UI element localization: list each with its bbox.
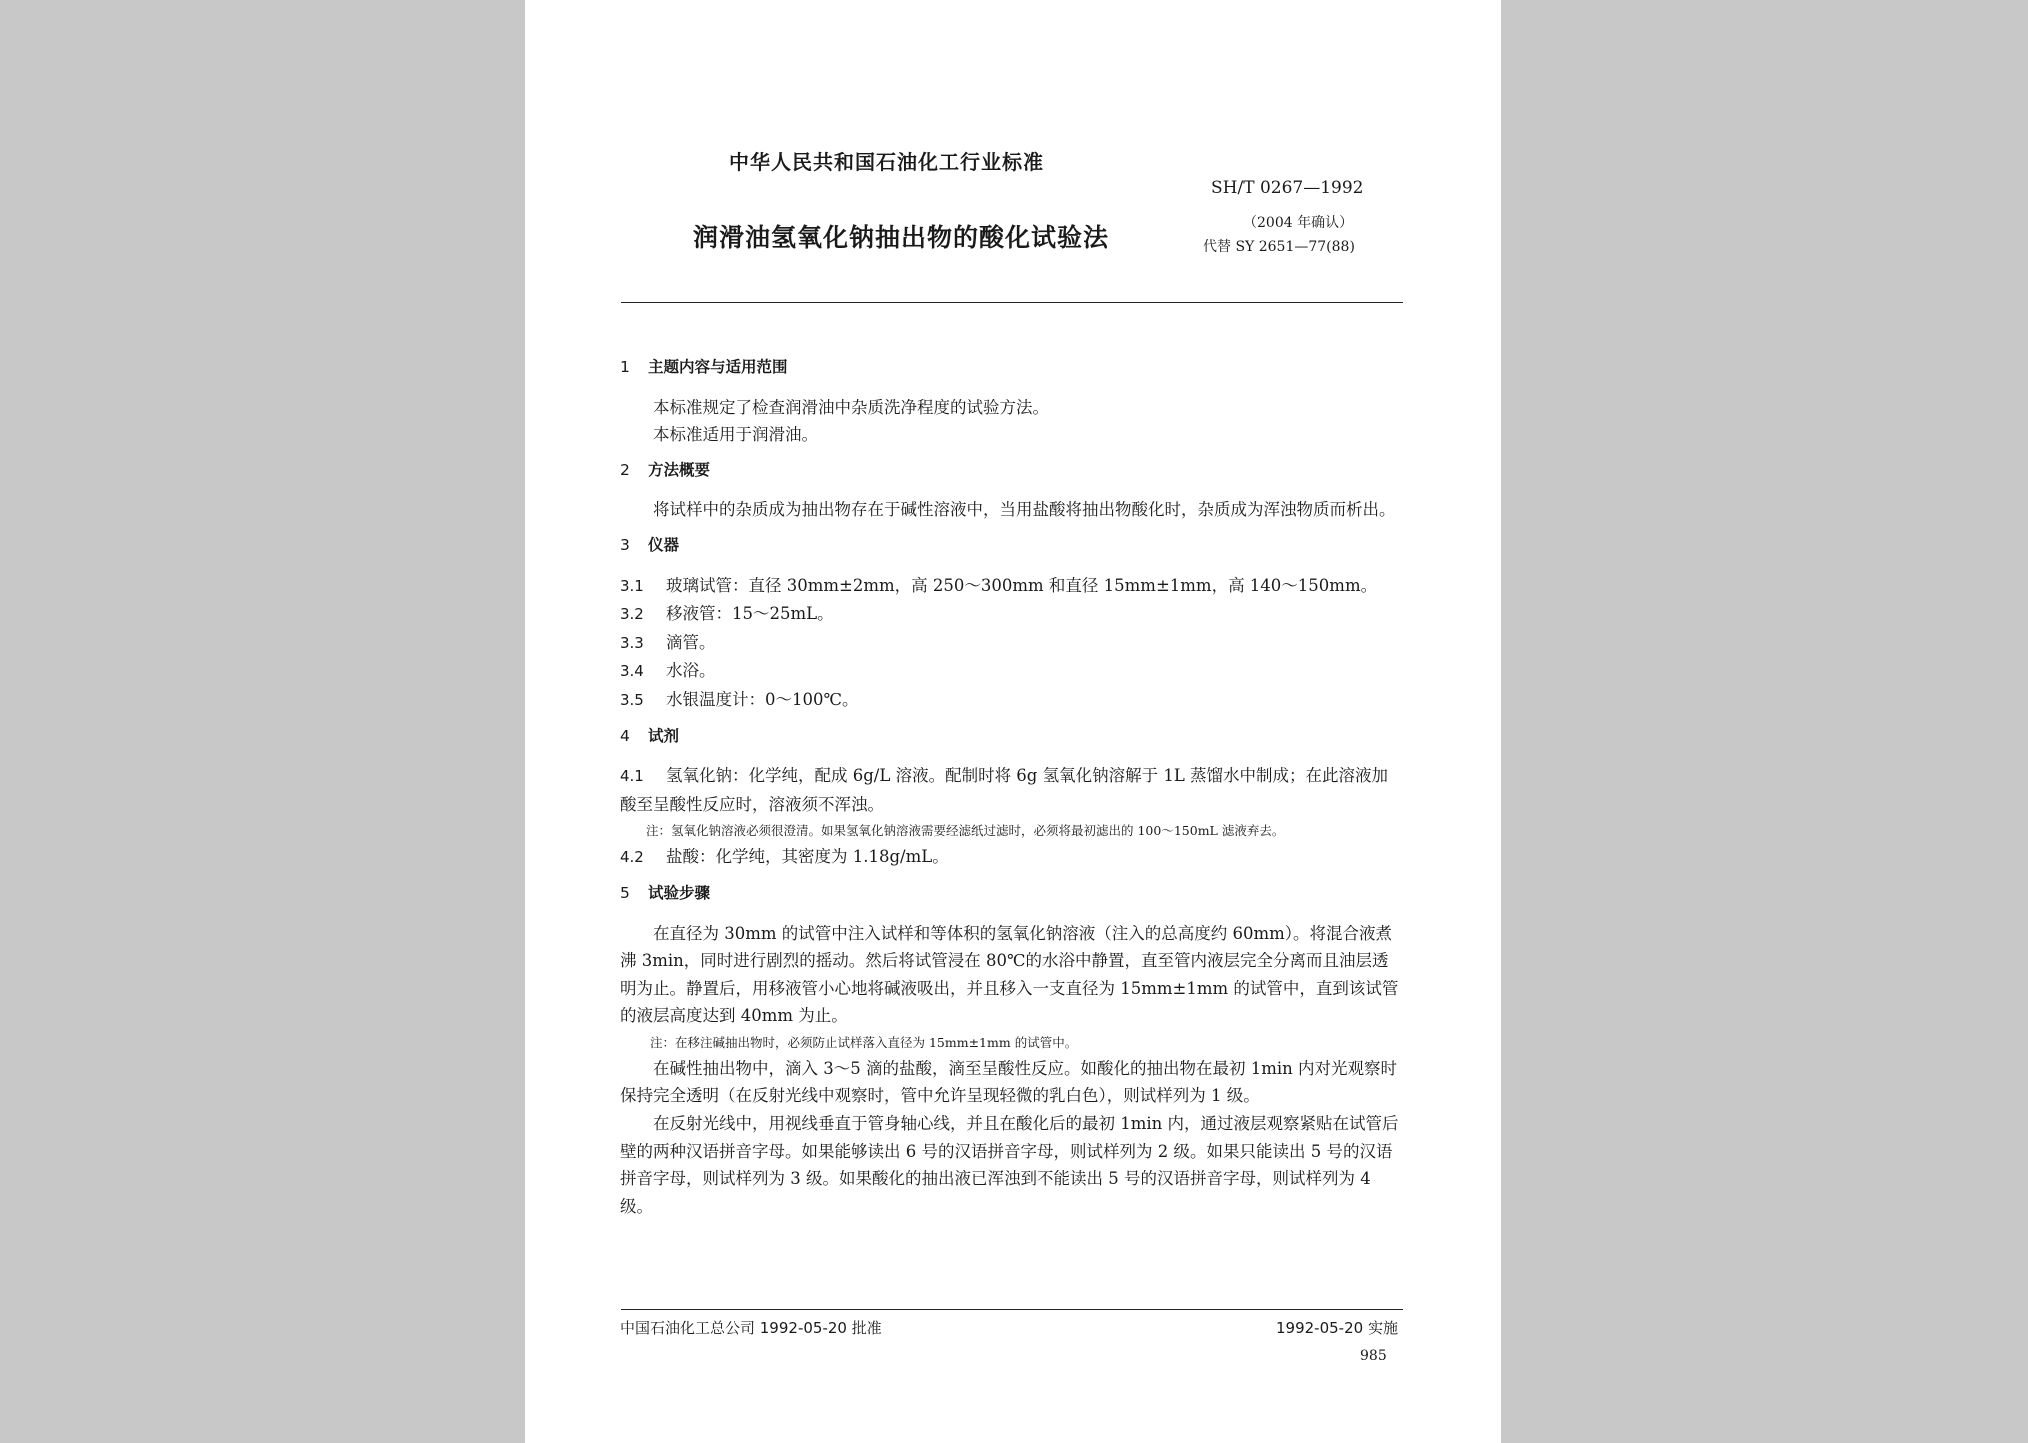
section-number: 3: [620, 535, 630, 554]
item-text: 玻璃试管：直径 30mm±2mm，高 250～300mm 和直径 15mm±1mm，高 140～150mm。: [666, 575, 1378, 595]
list-item: [620, 600, 1402, 629]
section-heading: [620, 532, 1402, 560]
item-text: 水银温度计：0～100℃。: [666, 689, 859, 709]
paragraph: 在反射光线中，用视线垂直于管身轴心线，并且在酸化后的最初 1min 内，通过液层观察紧贴在试管后壁的两种汉语拼音字母。如果能够读出 6 号的汉语拼音字母，则试样列为 2 级。如果只能读出 5 号的汉语拼音字母，则试样列为 3 级。如果酸化的抽出液已浑浊到不能读出 5 号的汉语拼音字母，则试样列为 4 级。: [620, 1114, 1399, 1216]
replaces-note: 代替 SY 2651—77(88): [1203, 239, 1355, 255]
paragraph: 在直径为 30mm 的试管中注入试样和等体积的氢氧化钠溶液（注入的总高度约 60mm）。将混合液煮沸 3min，同时进行剧烈的摇动。然后将试管浸在 80℃的水浴中静置，直至管内液层完全分离而且油层透明为止。静置后，用移液管小心地将碱液吸出，并且移入一支直径为 15mm±1mm 的试管中，直到该试管的液层高度达到 40mm 为止。: [620, 923, 1399, 1026]
section-title: 试剂: [648, 726, 680, 745]
item-number: 4.2: [620, 848, 644, 867]
note-text: 注：在移注碱抽出物时，必须防止试样落入直径为 15mm±1mm 的试管中。: [650, 1034, 1078, 1050]
paragraph: 将试样中的杂质成为抽出物存在于碱性溶液中，当用盐酸将抽出物酸化时，杂质成为浑浊物质而析出。: [653, 500, 1396, 520]
section-heading: [620, 457, 1402, 485]
header-divider: [621, 302, 1403, 303]
effective-date: 1992-05-20 实施: [1276, 1319, 1398, 1337]
item-number: 3.4: [620, 662, 644, 681]
confirmation-note: （2004 年确认）: [1243, 215, 1354, 231]
footer-divider: [621, 1309, 1403, 1310]
item-number: 3.5: [620, 690, 644, 709]
list-item: [620, 686, 1402, 715]
standard-code: SH/T 0267—1992: [1211, 178, 1364, 198]
paragraph: 在碱性抽出物中，滴入 3～5 滴的盐酸，滴至呈酸性反应。如酸化的抽出物在最初 1min 内对光观察时保持完全透明（在反射光线中观察时，管中允许呈现轻微的乳白色），则试样列为 1 级。: [620, 1058, 1398, 1106]
section-number: 5: [620, 883, 630, 902]
item-text: 盐酸：化学纯，其密度为 1.18g/mL。: [666, 847, 949, 867]
page-number: 985: [1360, 1348, 1387, 1364]
list-item: [620, 843, 1402, 872]
list-item: [620, 572, 1402, 601]
item-number: 4.1: [620, 767, 644, 786]
list-item: [620, 629, 1402, 658]
list-item: [620, 762, 1402, 818]
section-heading: [620, 880, 1402, 908]
item-text: 水浴。: [666, 661, 716, 681]
section-number: 1: [620, 358, 630, 376]
document-page: [525, 0, 1501, 1443]
item-number: 3.3: [620, 633, 644, 652]
paragraph: 本标准适用于润滑油。: [653, 425, 818, 445]
document-body: [620, 346, 1402, 1220]
section-title: 试验步骤: [648, 883, 711, 902]
item-text: 移液管：15～25mL。: [666, 604, 834, 624]
section-title: 仪器: [648, 535, 680, 554]
list-item: [620, 657, 1402, 686]
paragraph: 本标准规定了检查润滑油中杂质洗净程度的试验方法。: [653, 397, 1049, 417]
section-number: 2: [620, 460, 630, 479]
issuing-body-title: 中华人民共和国石油化工行业标准: [729, 150, 1044, 174]
item-text: 滴管。: [666, 632, 716, 652]
item-number: 3.2: [620, 605, 644, 624]
section-title: 方法概要: [648, 460, 711, 479]
document-title: 润滑油氢氧化钠抽出物的酸化试验法: [693, 223, 1110, 252]
item-number: 3.1: [620, 576, 644, 595]
section-title: 主题内容与适用范围: [648, 358, 788, 376]
section-heading: [620, 354, 1402, 382]
item-text: 氢氧化钠：化学纯，配成 6g/L 溶液。配制时将 6g 氢氧化钠溶解于 1L 蒸馏水中制成；在此溶液加酸至呈酸性反应时，溶液须不浑浊。: [620, 766, 1389, 814]
section-heading: [620, 723, 1402, 751]
note-text: 注：氢氧化钠溶液必须很澄清。如果氢氧化钠溶液需要经滤纸过滤时，必须将最初滤出的 100～150mL 滤液弃去。: [646, 823, 1285, 839]
section-number: 4: [620, 726, 630, 745]
approval-line: 中国石油化工总公司 1992-05-20 批准: [620, 1319, 882, 1337]
